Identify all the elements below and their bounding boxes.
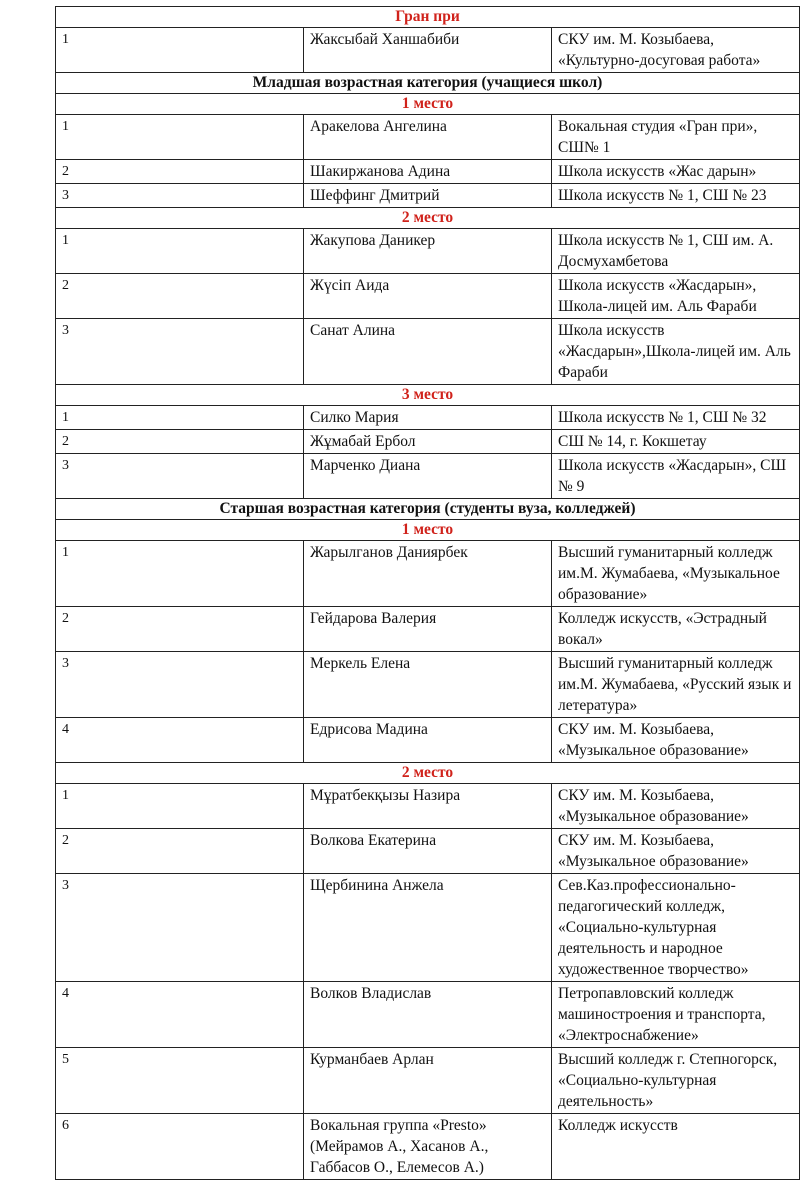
institution: Школа искусств № 1, СШ № 32 [552, 406, 800, 430]
participant-name: Щербинина Анжела [304, 874, 552, 982]
table-row [56, 874, 800, 982]
place-heading-row [56, 94, 800, 115]
table-row [56, 454, 800, 499]
institution: СШ № 14, г. Кокшетау [552, 430, 800, 454]
institution: Колледж искусств [552, 1114, 800, 1180]
place-heading-row [56, 520, 800, 541]
table-row [56, 406, 800, 430]
participant-name: Мұратбекқызы Назира [304, 784, 552, 829]
institution: Петропавловский колледж машиностроения и транспорта, «Электроснабжение» [552, 982, 800, 1048]
table-row [56, 430, 800, 454]
results-table-body [56, 7, 800, 1180]
category-heading: Младшая возрастная категория (учащиеся школ) [56, 73, 800, 94]
table-row [56, 541, 800, 607]
institution: Школа искусств «Жас дарын» [552, 160, 800, 184]
entry-number: 2 [56, 274, 304, 319]
place-heading-row [56, 385, 800, 406]
place-heading: 1 место [56, 94, 800, 115]
table-row [56, 982, 800, 1048]
institution: Высший колледж г. Степногорск, «Социально-культурная деятельность» [552, 1048, 800, 1114]
table-row [56, 718, 800, 763]
participant-name: Вокальная группа «Presto» (Мейрамов А., Хасанов А., Габбасов О., Елемесов А.) [304, 1114, 552, 1180]
entry-number: 3 [56, 184, 304, 208]
participant-name: Меркель Елена [304, 652, 552, 718]
place-heading: 1 место [56, 520, 800, 541]
table-row [56, 160, 800, 184]
category-heading-row [56, 73, 800, 94]
table-row [56, 184, 800, 208]
institution: Высший гуманитарный колледж им.М. Жумабаева, «Русский язык и летература» [552, 652, 800, 718]
participant-name: Курманбаев Арлан [304, 1048, 552, 1114]
place-heading-row [56, 7, 800, 28]
entry-number: 2 [56, 430, 304, 454]
participant-name: Шеффинг Дмитрий [304, 184, 552, 208]
participant-name: Едрисова Мадина [304, 718, 552, 763]
table-row [56, 1048, 800, 1114]
institution: Колледж искусств, «Эстрадный вокал» [552, 607, 800, 652]
participant-name: Жұмабай Ербол [304, 430, 552, 454]
institution: Школа искусств «Жасдарын», СШ № 9 [552, 454, 800, 499]
entry-number: 6 [56, 1114, 304, 1180]
participant-name: Жарылганов Даниярбек [304, 541, 552, 607]
entry-number: 1 [56, 115, 304, 160]
entry-number: 5 [56, 1048, 304, 1114]
entry-number: 3 [56, 652, 304, 718]
place-heading: Гран при [56, 7, 800, 28]
table-row [56, 229, 800, 274]
institution: Сев.Каз.профессионально-педагогический колледж, «Социально-культурная деятельность и народное художественное творчество» [552, 874, 800, 982]
institution: СКУ им. М. Козыбаева, «Культурно-досуговая работа» [552, 28, 800, 73]
participant-name: Санат Алина [304, 319, 552, 385]
table-row [56, 784, 800, 829]
place-heading-row [56, 763, 800, 784]
results-table [55, 6, 800, 1180]
entry-number: 1 [56, 784, 304, 829]
institution: Школа искусств «Жасдарын»,Школа-лицей им. Аль Фараби [552, 319, 800, 385]
participant-name: Гейдарова Валерия [304, 607, 552, 652]
entry-number: 2 [56, 829, 304, 874]
participant-name: Волкова Екатерина [304, 829, 552, 874]
category-heading-row [56, 499, 800, 520]
entry-number: 1 [56, 28, 304, 73]
place-heading: 2 место [56, 763, 800, 784]
entry-number: 3 [56, 319, 304, 385]
place-heading-row [56, 208, 800, 229]
table-row [56, 28, 800, 73]
institution: Школа искусств № 1, СШ им. А. Досмухамбетова [552, 229, 800, 274]
participant-name: Жүсіп Аида [304, 274, 552, 319]
institution: Высший гуманитарный колледж им.М. Жумабаева, «Музыкальное образование» [552, 541, 800, 607]
table-row [56, 607, 800, 652]
institution: СКУ им. М. Козыбаева, «Музыкальное образование» [552, 718, 800, 763]
institution: Школа искусств «Жасдарын», Школа-лицей им. Аль Фараби [552, 274, 800, 319]
institution: Школа искусств № 1, СШ № 23 [552, 184, 800, 208]
table-row [56, 115, 800, 160]
participant-name: Жаксыбай Ханшабиби [304, 28, 552, 73]
participant-name: Аракелова Ангелина [304, 115, 552, 160]
place-heading: 2 место [56, 208, 800, 229]
table-row [56, 1114, 800, 1180]
institution: Вокальная студия «Гран при», СШ№ 1 [552, 115, 800, 160]
participant-name: Шакиржанова Адина [304, 160, 552, 184]
participant-name: Марченко Диана [304, 454, 552, 499]
entry-number: 3 [56, 874, 304, 982]
place-heading: 3 место [56, 385, 800, 406]
table-row [56, 319, 800, 385]
table-row [56, 652, 800, 718]
table-row [56, 829, 800, 874]
entry-number: 1 [56, 541, 304, 607]
entry-number: 2 [56, 160, 304, 184]
entry-number: 2 [56, 607, 304, 652]
institution: СКУ им. М. Козыбаева, «Музыкальное образование» [552, 829, 800, 874]
entry-number: 4 [56, 982, 304, 1048]
participant-name: Силко Мария [304, 406, 552, 430]
participant-name: Жакупова Даникер [304, 229, 552, 274]
entry-number: 3 [56, 454, 304, 499]
institution: СКУ им. М. Козыбаева, «Музыкальное образование» [552, 784, 800, 829]
table-row [56, 274, 800, 319]
entry-number: 1 [56, 406, 304, 430]
participant-name: Волков Владислав [304, 982, 552, 1048]
category-heading: Старшая возрастная категория (студенты вуза, колледжей) [56, 499, 800, 520]
entry-number: 4 [56, 718, 304, 763]
entry-number: 1 [56, 229, 304, 274]
